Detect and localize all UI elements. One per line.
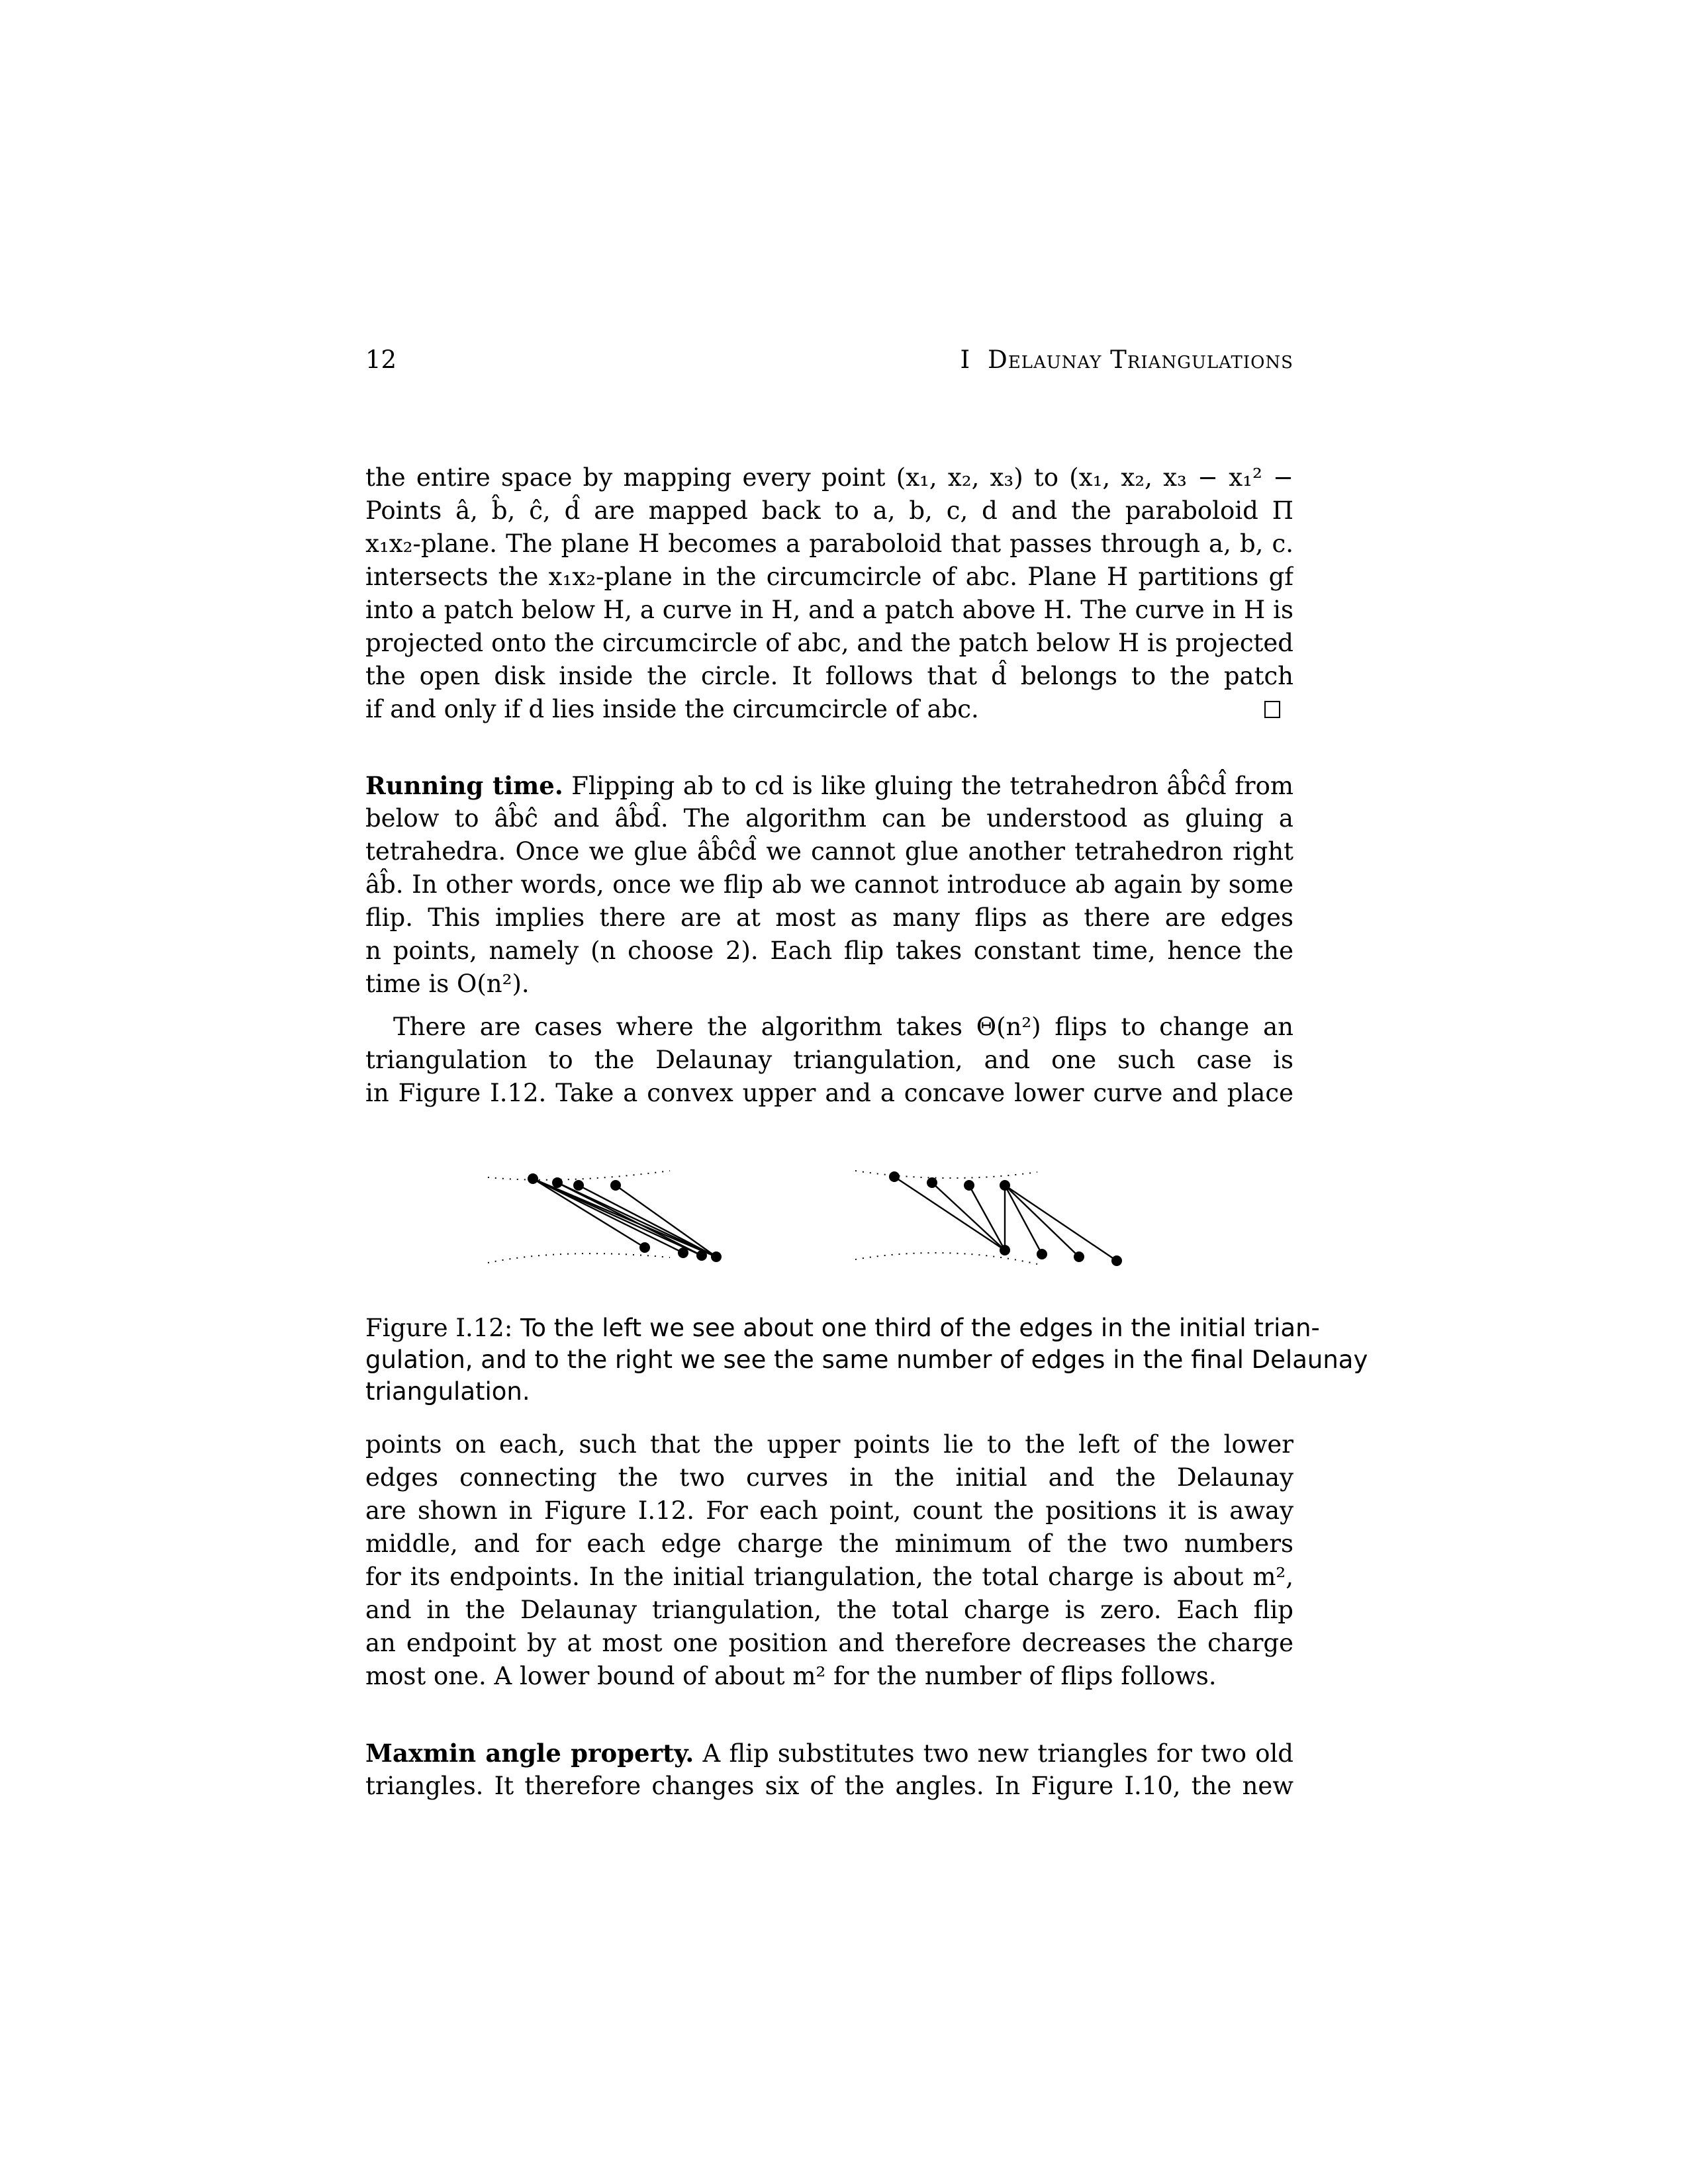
maxmin-section <box>365 1737 1293 1803</box>
running-header <box>365 345 1293 385</box>
figure-left-panel <box>488 1171 722 1263</box>
text-line: for its endpoints. In the initial triangulation, the total charge is about m², <box>365 1563 1293 1591</box>
text-line: points on each, such that the upper points lie to the left of the lower <box>365 1430 1293 1459</box>
text-line-content: A flip substitutes two new triangles for two old <box>702 1739 1293 1768</box>
caption-line <box>365 1312 1320 1344</box>
text-line: triangulation to the Delaunay triangulation, and one such case is <box>365 1046 1293 1074</box>
text-line: edges connecting the two curves in the initial and the Delaunay <box>365 1463 1293 1492</box>
text-line: n points, namely (n choose 2). Each flip takes constant time, hence the <box>365 936 1293 965</box>
chapter-header <box>961 345 1293 374</box>
running-time-section <box>365 769 1293 1001</box>
caption-line: triangulation. <box>365 1377 530 1406</box>
lower-concave-curve <box>855 1253 1037 1264</box>
text-line: middle, and for each edge charge the minimum of the two numbers <box>365 1529 1293 1558</box>
lower-concave-curve <box>488 1253 670 1263</box>
figure-caption <box>365 1312 1368 1408</box>
text-line: into a patch below H, a curve in H, and a patch above H. The curve in H is <box>365 596 1293 624</box>
text-line: x₁x₂-plane. The plane H becomes a paraboloid that passes through a, b, c. <box>365 529 1293 558</box>
figure-label: Figure I.12: <box>365 1314 513 1342</box>
text-line-content: Flipping ab to cd is like gluing the tetrahedron âb̂ĉd̂ from <box>571 772 1293 800</box>
text-line: an endpoint by at most one position and therefore decreases the charge <box>365 1629 1293 1657</box>
text-line: are shown in Figure I.12. For each point, count the positions it is away <box>365 1496 1293 1525</box>
text-line: most one. A lower bound of about m² for the number of flips follows. <box>365 1662 1217 1690</box>
text-line: below to âb̂ĉ and âb̂d̂. The algorithm can be understood as gluing a <box>365 804 1293 833</box>
section-heading: Running time. <box>365 771 563 800</box>
figure-i12 <box>365 1148 1293 1281</box>
upper-convex-curve <box>488 1171 670 1180</box>
text-line-last <box>365 693 1293 726</box>
text-line: intersects the x₁x₂-plane in the circumcircle of abc. Plane H partitions gf <box>365 563 1293 591</box>
caption-text: To the left we see about one third of the edges in the initial trian- <box>520 1314 1320 1342</box>
edges-initial <box>533 1179 716 1257</box>
text-line: the open disk inside the circle. It follows that d̂ belongs to the patch <box>365 662 1293 690</box>
text-line: if and only if d lies inside the circumcircle of abc. <box>365 695 979 723</box>
text-line: tetrahedra. Once we glue âb̂ĉd̂ we cannot glue another tetrahedron right <box>365 837 1293 866</box>
section-heading: Maxmin angle property. <box>365 1739 694 1768</box>
chapter-title: Delaunay Triangulations <box>988 345 1293 374</box>
text-line: projected onto the circumcircle of abc, and the patch below H is projected <box>365 629 1293 657</box>
lower-bound-paragraph <box>365 1428 1293 1693</box>
text-line: in Figure I.12. Take a convex upper and a concave lower curve and place <box>365 1079 1293 1107</box>
text-line <box>365 1737 1293 1770</box>
text-line: the entire space by mapping every point (x₁, x₂, x₃) to (x₁, x₂, x₃ − x₁² − <box>365 463 1293 492</box>
text-line: Points â, b̂, ĉ, d̂ are mapped back to a, b, c, d and the paraboloid Π <box>365 496 1293 525</box>
text-line: âb̂. In other words, once we flip ab we cannot introduce ab again by some <box>365 870 1293 899</box>
text-line: time is O(n²). <box>365 970 530 998</box>
paragraph <box>365 1011 1293 1110</box>
text-line: and in the Delaunay triangulation, the total charge is zero. Each flip <box>365 1596 1293 1624</box>
chapter-number: I <box>960 345 971 374</box>
proof-paragraph <box>365 461 1293 726</box>
text-line: triangles. It therefore changes six of the angles. In Figure I.10, the new <box>365 1772 1293 1800</box>
text-line: There are cases where the algorithm takes Θ(n²) flips to change an <box>393 1013 1293 1041</box>
figure-right-panel <box>855 1171 1122 1266</box>
text-line: flip. This implies there are at most as many flips as there are edges <box>365 903 1293 932</box>
page-number: 12 <box>365 345 397 374</box>
caption-line: gulation, and to the right we see the same number of edges in the final Delaunay <box>365 1345 1368 1374</box>
qed-box-icon <box>1264 701 1280 718</box>
upper-convex-curve <box>855 1171 1037 1178</box>
text-line <box>365 769 1293 802</box>
